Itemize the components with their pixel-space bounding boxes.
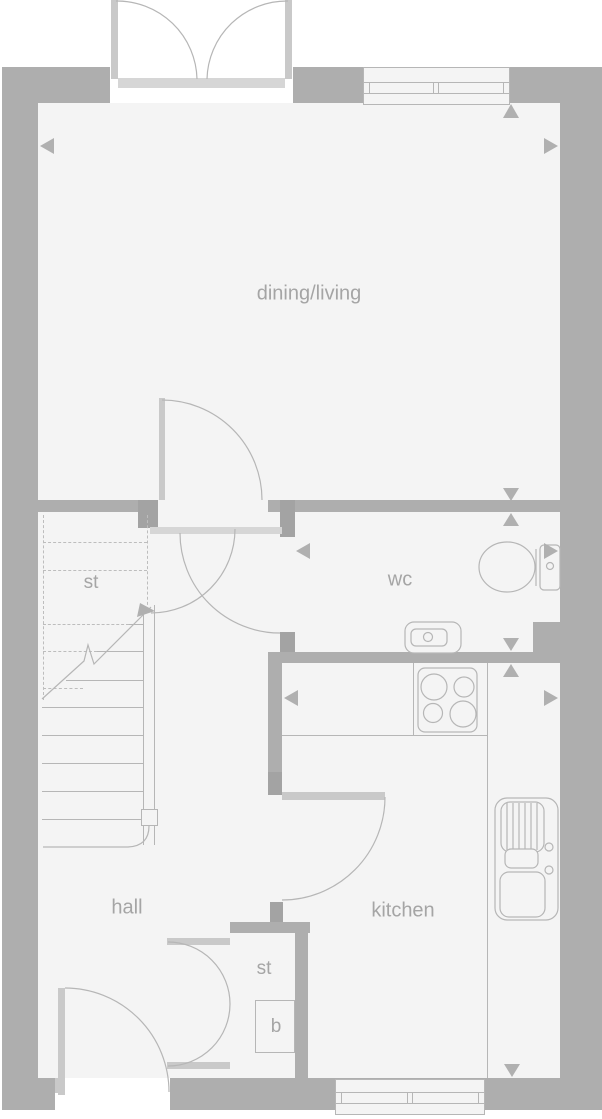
wall-top-right xyxy=(510,67,562,103)
room-label-dining-living: dining/living xyxy=(256,282,362,305)
stair-tread xyxy=(97,651,143,652)
stair-tread xyxy=(42,735,143,736)
wall-dining-wc xyxy=(268,500,560,512)
counter-edge-hob xyxy=(413,663,414,735)
store-door-leaf-bottom xyxy=(167,1062,230,1069)
stair-store-shelf xyxy=(43,570,147,571)
wall-top-mid xyxy=(293,67,363,103)
window-bottom-mullion xyxy=(407,1092,413,1104)
wall-wc-kitchen xyxy=(268,652,560,663)
french-door-threshold xyxy=(118,78,285,88)
window-bottom-end-cap xyxy=(478,1092,485,1104)
dining-door-leaf xyxy=(159,398,165,500)
wall-right xyxy=(560,67,602,1110)
stair-tread xyxy=(66,680,143,681)
wall-left xyxy=(2,67,38,1110)
wall-jamb-kitchen-door xyxy=(268,772,282,795)
stair-tread xyxy=(42,707,143,708)
room-label-store: st xyxy=(256,958,272,979)
window-bottom-end-cap xyxy=(335,1092,342,1104)
room-label-boiler: b xyxy=(270,1016,282,1037)
room-label-wc: wc xyxy=(387,568,413,591)
stair-tread-hidden xyxy=(43,688,83,689)
wall-top-left xyxy=(2,67,110,103)
wall-jamb-wc-top xyxy=(280,500,295,537)
french-door-leaf-left xyxy=(111,0,118,79)
stair-newel-post xyxy=(141,809,158,826)
stair-store-dashed-right xyxy=(147,515,148,610)
counter-edge-bottom xyxy=(282,735,487,736)
stair-tread xyxy=(129,624,143,625)
kitchen-door-leaf xyxy=(282,792,385,800)
window-top-mullion xyxy=(433,82,439,94)
french-door-leaf-right xyxy=(285,0,292,79)
window-top-end-cap xyxy=(503,82,510,94)
store-door-leaf-top xyxy=(167,938,230,945)
stair-tread xyxy=(42,819,143,820)
wall-wc-corner-block xyxy=(533,622,560,663)
stair-tread xyxy=(42,763,143,764)
wall-store-top xyxy=(230,922,310,933)
room-label-kitchen: kitchen xyxy=(371,899,435,922)
counter-edge-right xyxy=(487,663,488,1078)
wall-jamb-dining-left xyxy=(138,500,158,528)
french-door-arc-right xyxy=(207,1,288,79)
stair-tread-hidden xyxy=(43,624,129,625)
room-label-stair-store: st xyxy=(83,572,99,593)
stair-tread xyxy=(42,791,143,792)
french-door-arc-left xyxy=(116,1,197,79)
hall-door-threshold xyxy=(150,527,282,534)
wall-store-right xyxy=(295,933,308,1078)
stair-tread-hidden xyxy=(43,651,97,652)
room-label-hall: hall xyxy=(111,896,143,919)
wall-dining-hall-left xyxy=(2,500,138,512)
stair-store-shelf xyxy=(43,542,147,543)
window-top-end-cap xyxy=(363,82,370,94)
front-door-jamb xyxy=(55,1078,65,1093)
wall-bottom-left xyxy=(2,1078,55,1110)
